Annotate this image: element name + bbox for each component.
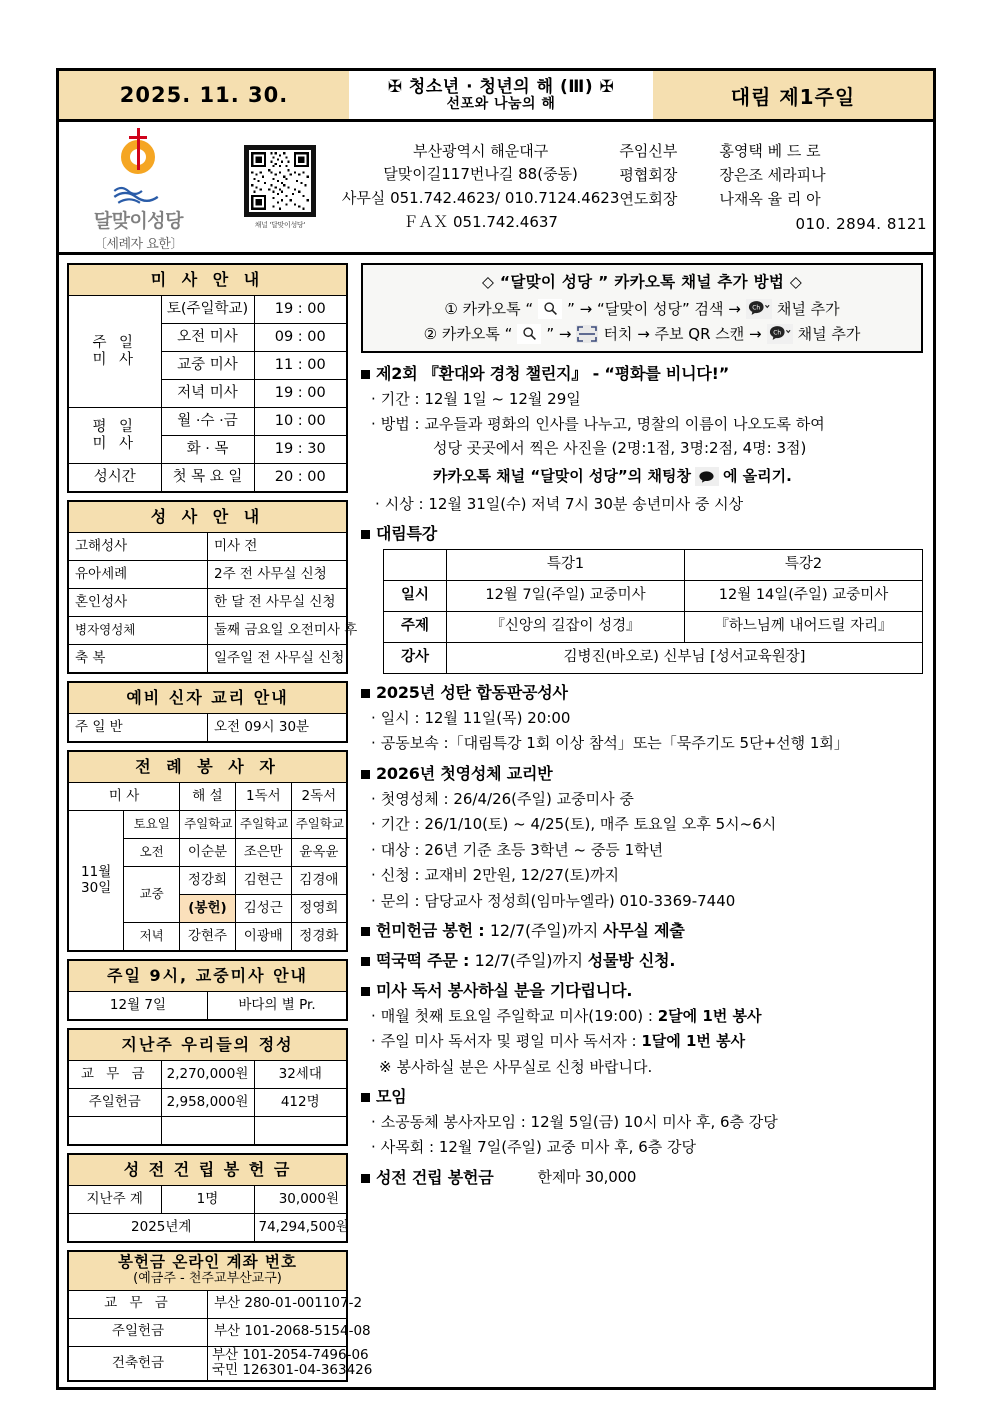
mass-name: 교중 미사 xyxy=(161,352,254,380)
section-heading-row xyxy=(361,1168,923,1189)
staff-role: 연도회장 xyxy=(619,189,678,208)
inline-notice-head: 떡국떡 주문 : xyxy=(376,950,475,970)
kakao-step-2 xyxy=(369,323,915,344)
notice-item xyxy=(361,413,923,436)
liturgy-offertory: (봉헌) xyxy=(180,895,236,923)
liturgy-commentator: 주일학교 xyxy=(180,811,236,839)
staff-name: 홍영택 베 드 로 xyxy=(719,142,821,161)
liturgy-reader1: 조은만 xyxy=(235,839,291,867)
kakao-step2-text-b: ” → xyxy=(546,324,572,343)
staff-name: 장은조 세라피나 xyxy=(719,166,826,185)
section-heading: 모임 xyxy=(376,1087,407,1107)
advent-row-key: 주제 xyxy=(384,612,447,643)
liturgy-reader2: 윤옥윤 xyxy=(291,839,347,867)
liturgy-commentator: 이순분 xyxy=(180,839,236,867)
liturgy-servers-table xyxy=(67,750,348,952)
kakao-step2-text-d: 채널 추가 xyxy=(797,325,861,343)
notice-item xyxy=(361,493,923,516)
catechumen-table xyxy=(67,681,348,743)
inline-notice-row xyxy=(361,921,923,942)
section-item xyxy=(361,1005,923,1028)
bulletin-frame xyxy=(56,68,936,1390)
parish-staff xyxy=(619,122,933,252)
bullet-dot-icon: · xyxy=(371,415,376,434)
address-line-4: ＦＡＸ 051.742.4637 xyxy=(403,212,558,231)
logo-patron-name: 〔세례자 요한〕 xyxy=(93,237,183,252)
building-fund-title: 성 전 건 립 봉 헌 금 xyxy=(68,1154,347,1186)
building-fund-year-label: 2025년계 xyxy=(68,1214,254,1243)
sacrament-value: 둘째 금요일 오전미사 후 xyxy=(208,617,348,645)
liturgy-mass-type: 오전 xyxy=(124,839,180,867)
bullet-dot-icon: · xyxy=(371,815,376,834)
speech-bubble-icon xyxy=(695,467,719,486)
accounts-title: 봉헌금 온라인 계좌 번호 xyxy=(118,1253,297,1271)
liturgy-mass-type: 토요일 xyxy=(124,811,180,839)
liturgy-reader1: 김성근 xyxy=(235,895,291,923)
mass-name: 화 · 목 xyxy=(161,436,254,464)
sunday-notice-date: 12월 7일 xyxy=(68,992,208,1021)
inline-notice-mid: 12/7(주일)까지 xyxy=(489,921,603,941)
banner-theme xyxy=(349,71,653,119)
building-fund-key: 지난주 계 xyxy=(68,1186,161,1214)
left-column xyxy=(59,255,373,1390)
inline-notice-mid: 12/7(주일)까지 xyxy=(474,950,588,970)
sunday-notice-title: 주일 9시, 교중미사 안내 xyxy=(68,960,347,992)
liturgy-title: 전 례 봉 사 자 xyxy=(68,751,347,783)
bullet-dot-icon: · xyxy=(371,789,376,808)
section-item xyxy=(361,1056,923,1079)
section-heading: 2025년 성탄 합동판공성사 xyxy=(376,683,568,703)
section-item-text: 기간 : 26/1/10(토) ~ 4/25(토), 매주 토요일 오후 5시~6시 xyxy=(380,815,777,834)
inline-notice-row xyxy=(361,951,923,972)
advent-lecture2-date: 12월 14일(주일) 교중미사 xyxy=(685,581,923,612)
bullet-dot-icon: · xyxy=(371,891,376,910)
mass-time: 20 : 00 xyxy=(254,464,347,493)
liturgy-reader1: 이광배 xyxy=(235,923,291,952)
kakao-channel-icon xyxy=(746,299,772,319)
advent-lecture1-date: 12월 7일(주일) 교중미사 xyxy=(447,581,685,612)
sacrament-guide-table xyxy=(67,500,358,674)
notice-kakao-upload-tail: 에 올리기. xyxy=(722,467,792,486)
sacrament-key: 축 복 xyxy=(68,645,208,674)
section-item-text: 공동보속 :「대림특강 1회 이상 참석」또는「묵주기도 5단+선행 1회」 xyxy=(380,734,849,753)
mass-guide-title: 미 사 안 내 xyxy=(68,264,347,296)
bullet-dot-icon: · xyxy=(371,389,376,408)
account-key: 교 무 금 xyxy=(68,1290,208,1318)
banner-theme-line2: 선포와 나눔의 해 xyxy=(446,95,556,112)
search-icon xyxy=(517,324,541,344)
building-fund-amount: 30,000원 xyxy=(254,1186,347,1214)
mass-name: 토(주일학교) xyxy=(161,296,254,324)
staff-phone: 010. 2894. 8121 xyxy=(795,214,927,233)
notice-item-text: 기간 : 12월 1일 ~ 12월 29일 xyxy=(380,389,581,408)
inline-notice-tail: 성물방 신청. xyxy=(587,950,676,970)
liturgy-date: 11월 xyxy=(81,863,112,880)
kakao-step2-text-a: ② 카카오톡 “ xyxy=(423,325,513,343)
last-week-offering-table xyxy=(67,1028,348,1146)
section-item-text: 매월 첫째 토요일 주일학교 미사(19:00) : xyxy=(380,1006,658,1025)
offering-amount: 2,270,000원 xyxy=(161,1061,254,1089)
advent-lecturer-value: 김병진(바오로) 신부님 [성서교육원장] xyxy=(447,643,923,674)
section-item-text: 신청 : 교재비 2만원, 12/27(토)까지 xyxy=(380,866,620,885)
kakao-channel-icon xyxy=(767,324,793,344)
mass-name: 첫 목 요 일 xyxy=(161,464,254,493)
building-fund-year-value: 74,294,500원 xyxy=(254,1214,347,1243)
inline-notice-rice-offering xyxy=(361,921,923,942)
notice-item-text: 시상 : 12월 31일(수) 저녁 7시 30분 송년미사 중 시상 xyxy=(384,494,744,513)
mass-time: 19 : 30 xyxy=(254,436,347,464)
notice-kakao-upload-row xyxy=(361,465,923,488)
kakao-title: ◇ “달맞이 성당 ” 카카오톡 채널 추가 방법 ◇ xyxy=(481,273,803,291)
mass-time: 11 : 00 xyxy=(254,352,347,380)
sacrament-guide-title: 성 사 안 내 xyxy=(68,501,347,533)
svg-text:Ch: Ch xyxy=(752,304,761,312)
inline-notice-head: 헌미헌금 봉헌 : xyxy=(376,921,490,941)
bullet-square-icon xyxy=(361,530,370,539)
notice-item-continuation: 성당 곳곳에서 찍은 사진을 (2명:1점, 3명:2점, 4명: 3점) xyxy=(433,438,807,457)
qr-scan-icon xyxy=(576,325,598,343)
advent-lecturer-key: 강사 xyxy=(384,643,447,674)
section-item xyxy=(361,732,923,755)
section-meetings xyxy=(361,1087,923,1159)
right-column xyxy=(353,255,933,1390)
cross-vertical-icon xyxy=(137,128,140,170)
staff-row xyxy=(619,141,927,163)
inline-notice-ricecake-order xyxy=(361,951,923,972)
advent-lecture-heading: 대림특강 xyxy=(376,524,438,544)
catechumen-key: 주 일 반 xyxy=(68,714,208,743)
staff-role: 평협회장 xyxy=(619,166,678,185)
bullet-square-icon xyxy=(361,957,370,966)
last-week-offering-title: 지난주 우리들의 정성 xyxy=(68,1029,347,1061)
bullet-dot-icon: · xyxy=(371,708,376,727)
top-banner xyxy=(59,71,933,122)
final-offering-heading: 성전 건립 봉헌금 xyxy=(376,1167,494,1187)
section-item-text: 소공동체 봉사자모임 : 12월 5일(금) 10시 미사 후, 6층 강당 xyxy=(380,1112,778,1131)
catechumen-title: 예비 신자 교리 안내 xyxy=(68,682,347,714)
mass-time: 09 : 00 xyxy=(254,324,347,352)
section-christmas-confession xyxy=(361,683,923,755)
advent-row-key: 일시 xyxy=(384,581,447,612)
section-item xyxy=(361,890,923,913)
svg-text:Ch: Ch xyxy=(772,329,781,337)
bullet-dot-icon: · xyxy=(375,494,380,513)
section-reader-volunteers xyxy=(361,981,923,1078)
liturgy-mass-type: 교중 xyxy=(124,867,180,923)
advent-col-blank xyxy=(384,550,447,581)
advent-lecture-heading-row xyxy=(361,524,923,545)
accounts-table xyxy=(67,1250,373,1382)
bullet-square-icon xyxy=(361,370,370,379)
mass-time: 10 : 00 xyxy=(254,408,347,436)
address-line-3: 사무실 051.742.4623/ 010.7124.4623 xyxy=(341,189,620,207)
kakao-step-1 xyxy=(369,298,915,319)
liturgy-reader2: 김경애 xyxy=(291,867,347,895)
kakao-step1-text-a: ① 카카오톡 “ xyxy=(444,300,534,318)
banner-theme-line1: ✠ 청소년 · 청년의 해 (Ⅲ) ✠ xyxy=(387,77,615,98)
liturgy-col-reading2: 2독서 xyxy=(291,783,347,811)
banner-sunday: 대림 제1주일 xyxy=(653,71,933,119)
mass-name: 오전 미사 xyxy=(161,324,254,352)
offering-key xyxy=(68,1117,161,1146)
notice-item xyxy=(361,388,923,411)
address-line-1: 부산광역시 해운대구 xyxy=(413,141,549,160)
sacrament-value: 2주 전 사무실 신청 xyxy=(208,561,348,589)
bullet-square-icon xyxy=(361,1174,370,1183)
notice-kakao-upload-text: 카카오톡 채널 “달맞이 성당”의 채팅창 xyxy=(433,467,691,486)
section-first-communion xyxy=(361,764,923,912)
mass-group-label: 평 일 xyxy=(92,418,138,435)
bullet-square-icon xyxy=(361,927,370,936)
section-heading: 2026년 첫영성체 교리반 xyxy=(376,763,553,783)
advent-lecture1-topic: 『신앙의 길잡이 성경』 xyxy=(447,612,685,643)
account-number: 부산 101-2054-7496-06 xyxy=(212,1346,369,1363)
qr-code-icon xyxy=(244,145,316,217)
sacrament-key: 고해성사 xyxy=(68,533,208,561)
liturgy-col-reading1: 1독서 xyxy=(235,783,291,811)
sacrament-value: 일주일 전 사무실 신청 xyxy=(208,645,348,674)
section-final-building-offering xyxy=(361,1168,923,1189)
mass-group-label: 미 사 xyxy=(92,435,138,452)
account-number: 부산 280-01-001107-2 xyxy=(208,1290,348,1318)
bullet-square-icon xyxy=(361,770,370,779)
account-key: 주일헌금 xyxy=(68,1318,208,1346)
section-item xyxy=(361,1111,923,1134)
building-fund-count: 1명 xyxy=(161,1186,254,1214)
offering-amount: 2,958,000원 xyxy=(161,1089,254,1117)
inline-notice-tail: 사무실 제출 xyxy=(602,921,685,941)
liturgy-commentator: 정강희 xyxy=(180,867,236,895)
section-item xyxy=(361,788,923,811)
notice-heading: 제2회 『환대와 경청 챌린지』 - “평화를 비니다!” xyxy=(376,364,730,383)
mass-name: 저녁 미사 xyxy=(161,380,254,408)
advent-col-lecture1: 특강1 xyxy=(447,550,685,581)
staff-role: 주임신부 xyxy=(619,142,678,161)
bullet-dot-icon: · xyxy=(371,1006,376,1025)
staff-row xyxy=(619,165,927,187)
mass-group-label: 주 일 xyxy=(92,334,138,351)
section-heading-row xyxy=(361,1087,923,1108)
mass-group-label: 미 사 xyxy=(92,351,138,368)
staff-row xyxy=(619,189,927,211)
section-item xyxy=(361,1030,923,1053)
bullet-dot-icon: · xyxy=(371,1138,376,1157)
section-item xyxy=(361,813,923,836)
advent-lecture2-topic: 『하느님께 내어드릴 자리』 xyxy=(685,612,923,643)
offering-count: 32세대 xyxy=(254,1061,347,1089)
section-item-text: 일시 : 12월 11일(목) 20:00 xyxy=(380,708,571,727)
liturgy-reader2: 정경화 xyxy=(291,923,347,952)
notice-item-text: 방법 : 교우들과 평화의 인사를 나누고, 명찰의 이름이 나오도록 하여 xyxy=(380,415,825,434)
logo-parish-name: 달맞이성당 xyxy=(93,210,184,232)
accounts-subtitle: (예금주 - 천주교부산교구) xyxy=(133,1270,282,1286)
staff-name: 나재옥 율 리 아 xyxy=(719,189,821,208)
bullet-dot-icon: · xyxy=(371,1032,376,1051)
search-icon xyxy=(538,299,562,319)
section-item xyxy=(361,839,923,862)
mass-name: 월 ·수 ·금 xyxy=(161,408,254,436)
kakao-step1-text-b: ” → “달맞이 성당” 검색 → xyxy=(567,300,741,318)
parish-logo xyxy=(59,122,218,252)
liturgy-reader2: 주일학교 xyxy=(291,811,347,839)
sacrament-value: 미사 전 xyxy=(208,533,348,561)
offering-key: 교 무 금 xyxy=(68,1061,161,1089)
kakao-step2-text-c: 터치 → 주보 QR 스캔 → xyxy=(603,325,762,343)
liturgy-col-mass: 미 사 xyxy=(68,783,180,811)
sacrament-key: 병자영성체 xyxy=(68,617,208,645)
sunday-notice-table xyxy=(67,959,348,1021)
bullet-square-icon xyxy=(361,987,370,996)
section-item xyxy=(361,1136,923,1159)
address-line-2: 달맞이길117번나길 88(중동) xyxy=(383,165,578,184)
logo-mark-icon xyxy=(109,126,167,191)
sacrament-key: 유아세례 xyxy=(68,561,208,589)
cross-horizontal-icon xyxy=(129,136,147,139)
mass-group-label: 성시간 xyxy=(68,464,161,493)
bullet-dot-icon: · xyxy=(371,866,376,885)
section-item-bold-tail: 1달에 1번 봉사 xyxy=(641,1032,746,1051)
liturgy-mass-type: 저녁 xyxy=(124,923,180,952)
notice-challenge xyxy=(361,364,923,515)
offering-key: 주일헌금 xyxy=(68,1089,161,1117)
offering-amount xyxy=(161,1117,254,1146)
qr-caption: 채널 '달맞이성당' xyxy=(254,220,306,229)
liturgy-reader2: 정영희 xyxy=(291,895,347,923)
section-item-bold-tail: 2달에 1번 봉사 xyxy=(657,1006,762,1025)
liturgy-date: 30일 xyxy=(81,879,112,896)
building-fund-table xyxy=(67,1153,348,1243)
bullet-dot-icon: · xyxy=(371,840,376,859)
kakao-channel-box xyxy=(361,263,923,353)
account-number-secondary: 국민 126301-04-363426 xyxy=(212,1362,373,1379)
catechumen-value: 오전 09시 30분 xyxy=(208,714,348,743)
section-item-text: 봉사하실 분은 사무실로 신청 바랍니다. xyxy=(396,1057,653,1076)
parish-address xyxy=(342,122,620,252)
sacrament-value: 한 달 전 사무실 신청 xyxy=(208,589,348,617)
final-offering-value: 한제마 30,000 xyxy=(537,1167,637,1186)
section-heading: 미사 독서 봉사하실 분을 기다립니다. xyxy=(376,980,633,1000)
bulletin-body xyxy=(59,255,933,1390)
header-info xyxy=(59,122,933,255)
kakao-step1-text-c: 채널 추가 xyxy=(776,300,840,318)
reference-mark-icon: ※ xyxy=(379,1057,392,1076)
notice-heading-row xyxy=(361,364,923,385)
banner-date: 2025. 11. 30. xyxy=(59,71,349,119)
account-number: 부산 101-2068-5154-08 xyxy=(208,1318,348,1346)
section-item xyxy=(361,707,923,730)
liturgy-reader1: 주일학교 xyxy=(235,811,291,839)
bullet-dot-icon: · xyxy=(371,1112,376,1131)
mass-guide-table xyxy=(67,263,348,493)
section-item-text: 사목회 : 12월 7일(주일) 교중 미사 후, 6층 강당 xyxy=(380,1138,696,1157)
section-item-text: 대상 : 26년 기준 초등 3학년 ~ 중등 1학년 xyxy=(380,840,664,859)
advent-lecture-table xyxy=(383,549,923,674)
section-item-text: 문의 : 담당교사 정성희(임마누엘라) 010-3369-7440 xyxy=(380,891,736,910)
sacrament-key: 혼인성사 xyxy=(68,589,208,617)
liturgy-reader1: 김현근 xyxy=(235,867,291,895)
mass-time: 19 : 00 xyxy=(254,296,347,324)
advent-col-lecture2: 특강2 xyxy=(685,550,923,581)
section-item-text: 첫영성체 : 26/4/26(주일) 교중미사 중 xyxy=(380,789,634,808)
bullet-dot-icon: · xyxy=(371,734,376,753)
qr-code-block xyxy=(218,122,342,252)
mass-time: 19 : 00 xyxy=(254,380,347,408)
account-key: 건축헌금 xyxy=(68,1346,208,1381)
liturgy-commentator: 강현주 xyxy=(180,923,236,952)
bullet-square-icon xyxy=(361,689,370,698)
advent-lecture-section xyxy=(361,524,923,674)
bullet-square-icon xyxy=(361,1093,370,1102)
section-heading-row xyxy=(361,764,923,785)
section-heading-row xyxy=(361,981,923,1002)
offering-count: 412명 xyxy=(254,1089,347,1117)
liturgy-col-commentator: 해 설 xyxy=(180,783,236,811)
section-heading-row xyxy=(361,683,923,704)
sunday-notice-value: 바다의 별 Pr. xyxy=(208,992,348,1021)
section-item-text: 주일 미사 독서자 및 평일 미사 독서자 : xyxy=(380,1032,642,1051)
section-item xyxy=(361,864,923,887)
offering-count xyxy=(254,1117,347,1146)
